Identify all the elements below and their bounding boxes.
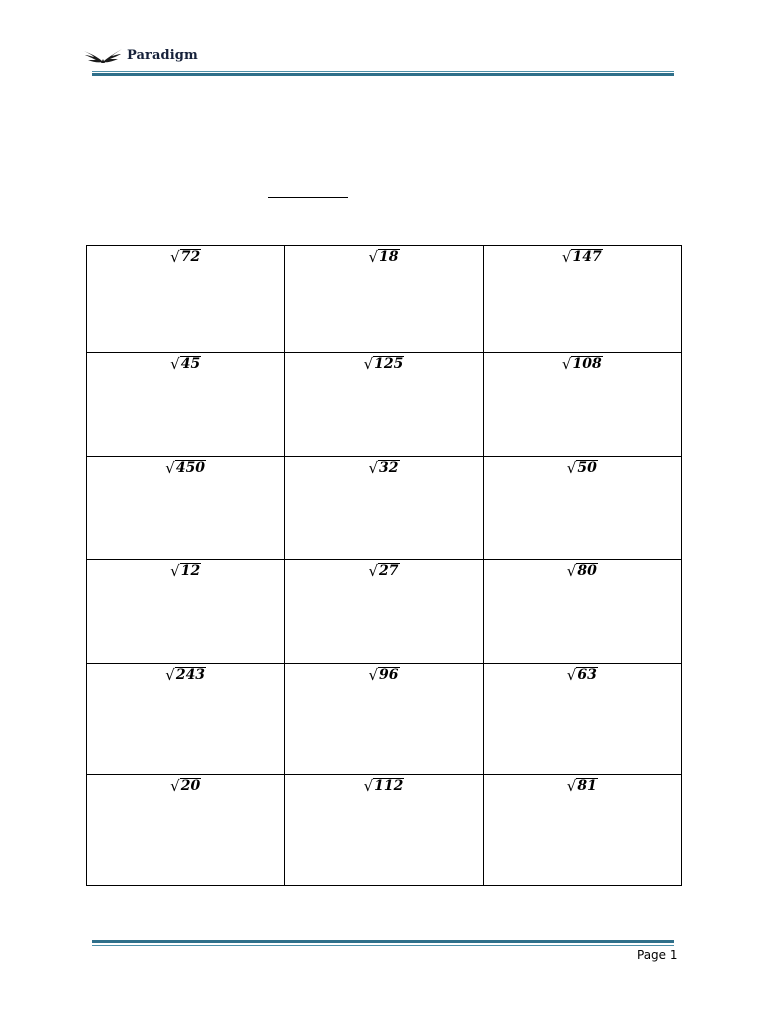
problem-cell (285, 775, 483, 886)
radicand: 20 (180, 778, 201, 794)
problem-cell (483, 246, 681, 353)
problem-cell (483, 775, 681, 886)
radical-expression (368, 563, 399, 579)
header-rule (92, 73, 674, 76)
radical-sign: √ (368, 666, 379, 684)
brand-name: Paradigm (127, 47, 198, 63)
radical-expression (368, 667, 399, 683)
table-row (87, 353, 682, 457)
radical-sign: √ (170, 777, 180, 795)
radicand: 45 (180, 356, 201, 372)
radical-sign: √ (170, 248, 180, 266)
radical-expression (364, 778, 405, 794)
problem-cell (285, 560, 483, 664)
problem-cell (285, 353, 483, 457)
radical-sign: √ (170, 355, 180, 373)
problem-cell (285, 246, 483, 353)
radicand: 96 (379, 667, 399, 683)
radicand: 63 (577, 667, 597, 683)
problem-cell (483, 353, 681, 457)
radical-sign: √ (363, 777, 374, 795)
problem-cell (87, 246, 285, 353)
footer-rule (92, 940, 674, 943)
radical-problems-table (86, 245, 682, 886)
table-row (87, 457, 682, 560)
radical-sign: √ (165, 459, 175, 477)
radicand: 27 (379, 563, 399, 579)
radical-expression (562, 356, 603, 372)
name-underline (268, 197, 348, 198)
radicand: 12 (180, 563, 201, 579)
radical-sign: √ (566, 562, 577, 580)
radical-expression (364, 356, 405, 372)
radicand: 112 (374, 778, 404, 794)
radicand: 125 (374, 356, 404, 372)
radical-expression (170, 249, 201, 265)
radicand: 32 (379, 460, 399, 476)
radical-expression (562, 249, 603, 265)
table-row (87, 246, 682, 353)
radical-expression (567, 667, 598, 683)
header-rule-thin (92, 71, 674, 72)
radical-sign: √ (566, 777, 577, 795)
radicand: 243 (175, 667, 206, 683)
problem-cell (87, 560, 285, 664)
header-brand (82, 45, 198, 65)
problem-cell (483, 457, 681, 560)
radicand: 450 (175, 460, 206, 476)
radical-expression (165, 460, 206, 476)
radicand: 80 (577, 563, 597, 579)
problem-cell (87, 664, 285, 775)
table-row (87, 775, 682, 886)
radical-expression (170, 563, 201, 579)
problem-cell (285, 664, 483, 775)
radical-expression (368, 249, 399, 265)
radical-sign: √ (368, 248, 379, 266)
winged-logo-icon (82, 45, 124, 65)
radical-sign: √ (561, 355, 572, 373)
table-row (87, 560, 682, 664)
problem-cell (87, 353, 285, 457)
radical-expression (170, 356, 201, 372)
radical-expression (165, 667, 206, 683)
problem-cell (483, 664, 681, 775)
radical-expression (567, 563, 598, 579)
radical-expression (170, 778, 201, 794)
problem-cell (87, 457, 285, 560)
radicand: 18 (379, 249, 399, 265)
table-row (87, 664, 682, 775)
radical-sign: √ (566, 459, 577, 477)
radical-sign: √ (363, 355, 374, 373)
problem-cell (87, 775, 285, 886)
radical-expression (567, 460, 598, 476)
radical-sign: √ (368, 459, 379, 477)
radicand: 50 (577, 460, 597, 476)
problem-cell (483, 560, 681, 664)
radicand: 81 (577, 778, 597, 794)
radical-sign: √ (170, 562, 180, 580)
radical-sign: √ (561, 248, 572, 266)
radical-expression (368, 460, 399, 476)
radicand: 147 (572, 249, 602, 265)
problem-cell (285, 457, 483, 560)
radicand: 72 (180, 249, 201, 265)
radical-expression (567, 778, 598, 794)
footer-rule-thin (92, 945, 674, 946)
radicand: 108 (572, 356, 602, 372)
radical-sign: √ (566, 666, 577, 684)
page-number: Page 1 (637, 948, 678, 962)
radical-sign: √ (165, 666, 175, 684)
radical-sign: √ (368, 562, 379, 580)
